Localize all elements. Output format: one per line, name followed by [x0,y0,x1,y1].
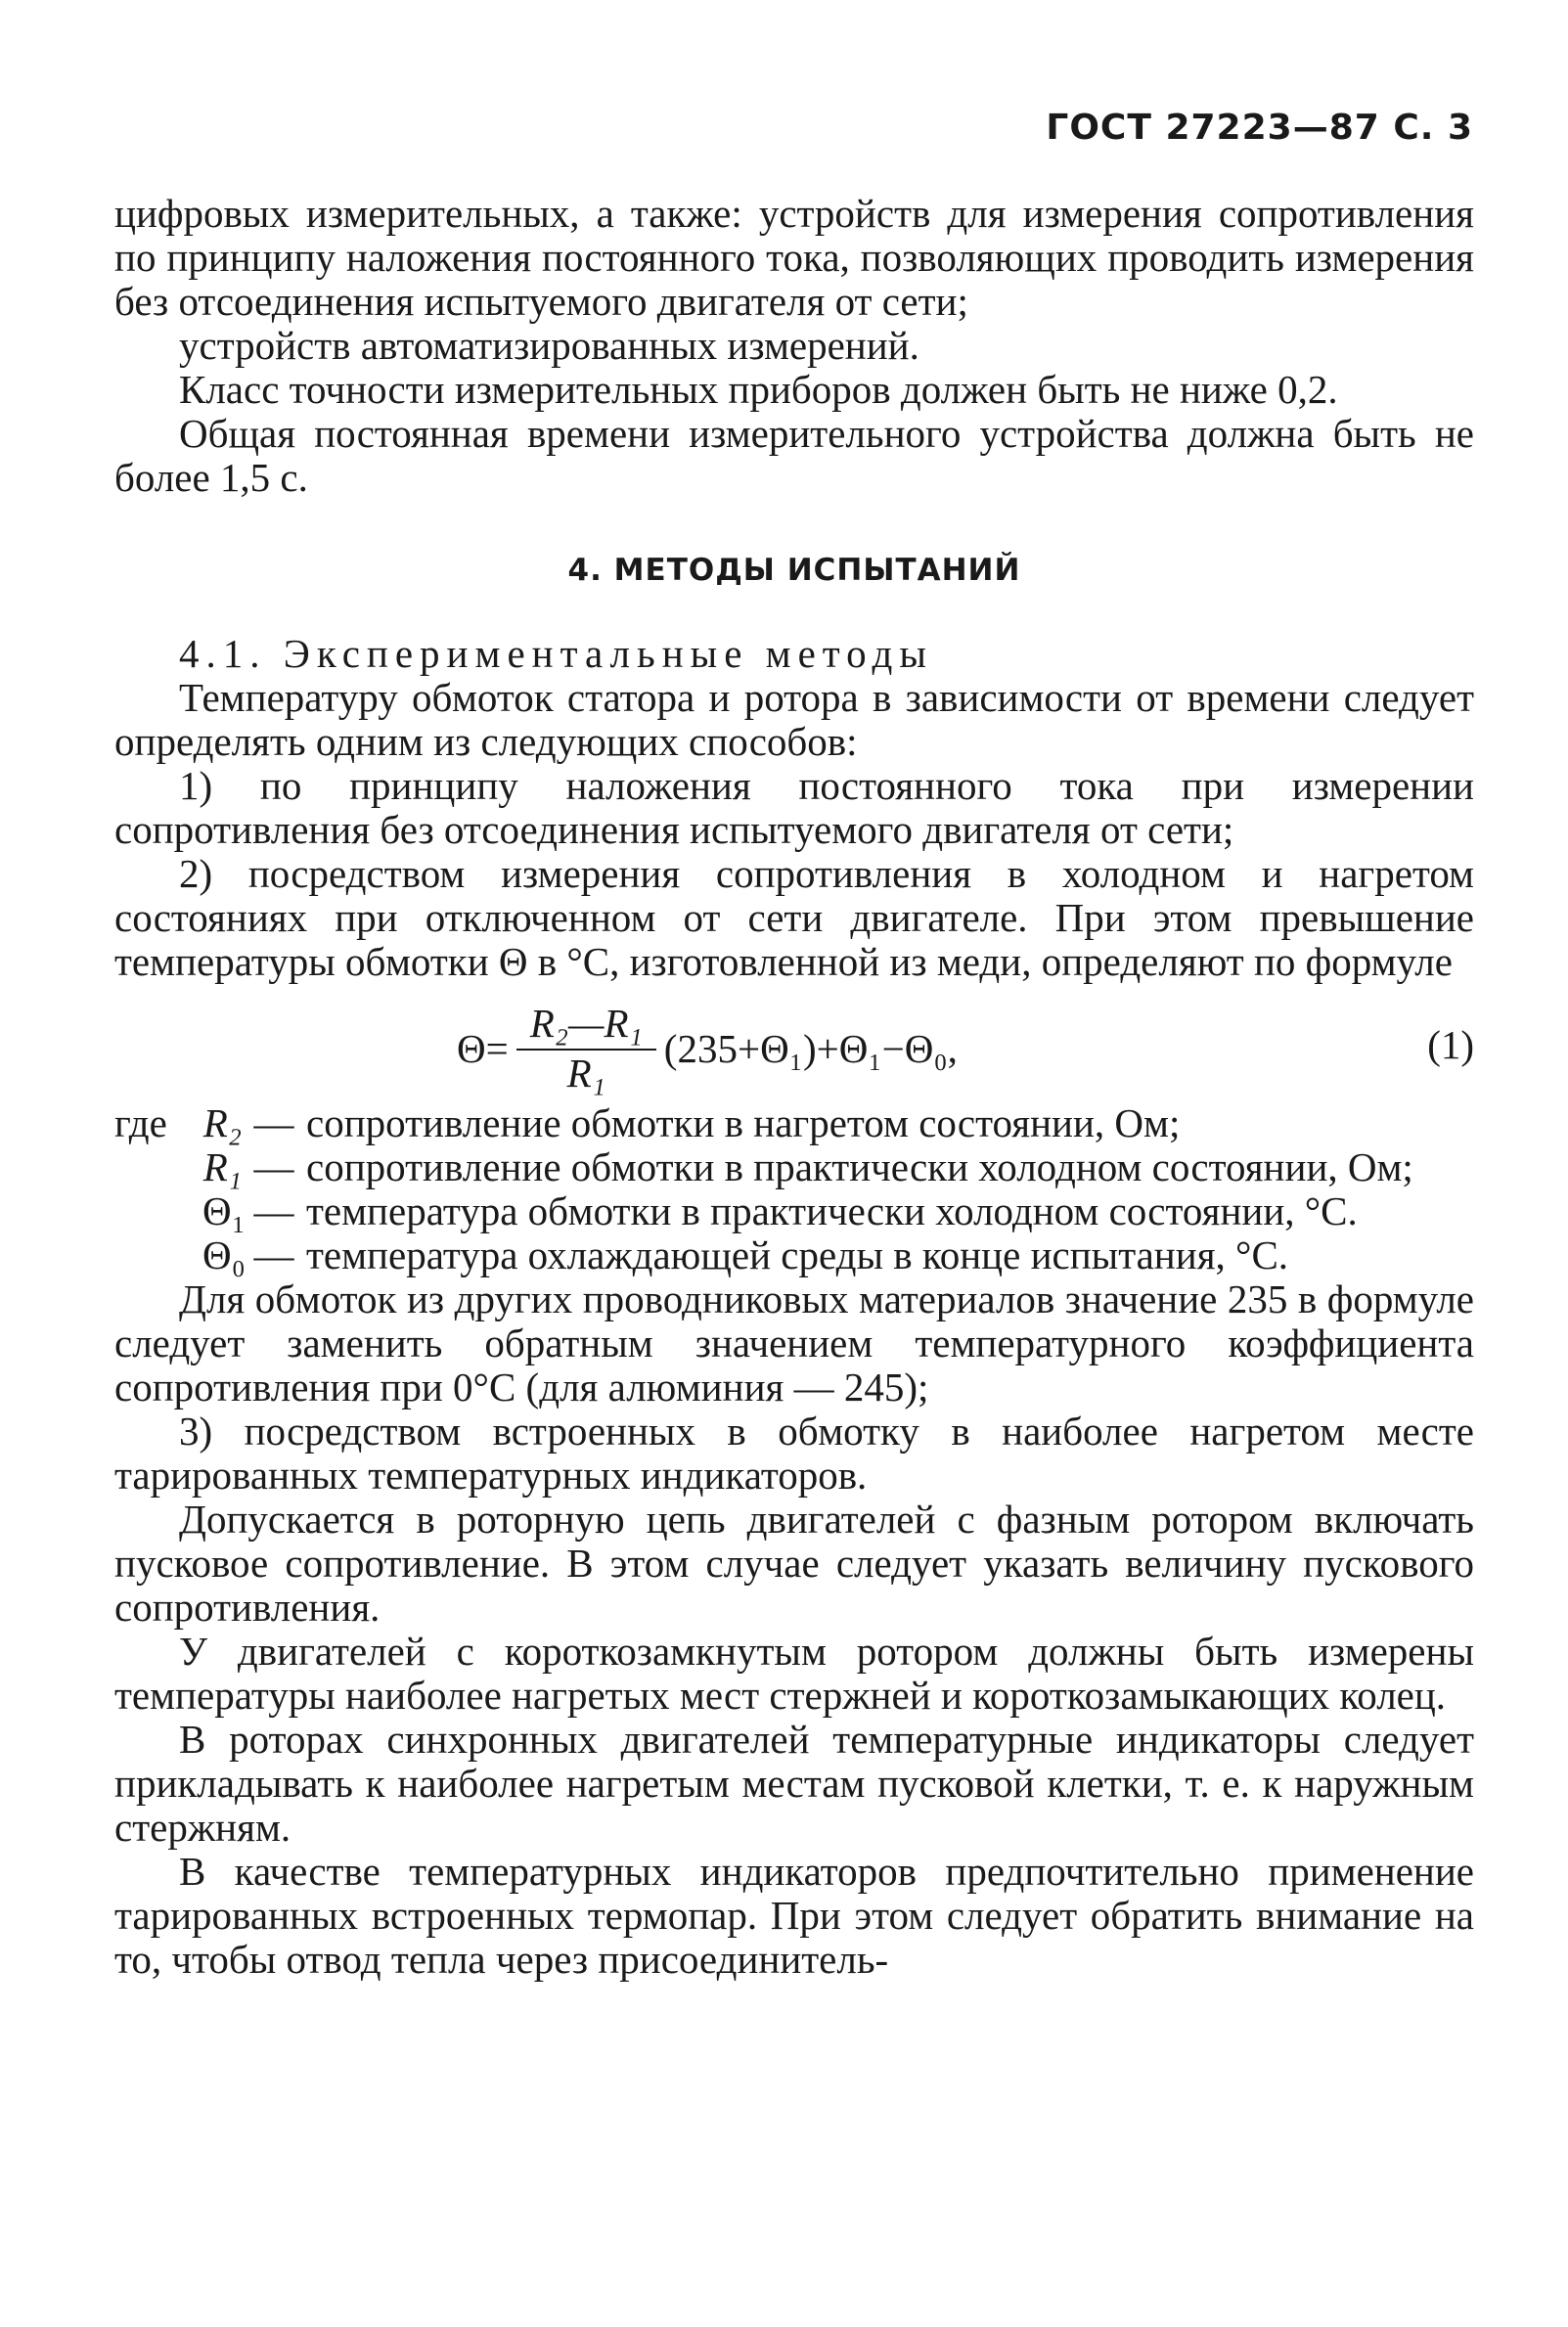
paragraph: Общая постоянная времени измерительного устройства должна быть не более 1,5 с. [114,411,1474,500]
definition-text: сопротивление обмотки в нагретом состоянии, Ом; [306,1100,1181,1145]
paragraph: Допускается в роторную цепь двигателей с фазным ротором включать пусковое сопротивление. В этом случае следует указать величину пускового сопротивления. [114,1497,1474,1630]
definitions-list [114,1101,1474,1277]
formula-block [114,994,1474,1101]
paragraph: устройств автоматизированных измерений. [179,323,919,368]
paragraph: В роторах синхронных двигателей температурные индикаторы следует прикладывать к наиболее нагретым местам пусковой клетки, т. е. к наружным стержням. [114,1717,1474,1850]
definition-text: сопротивление обмотки в практически холодном состоянии, Ом; [306,1144,1413,1189]
paragraph: У двигателей с короткозамкнутым ротором должны быть измерены температуры наиболее нагретых мест стержней и короткозамыкающих колец. [114,1629,1474,1718]
definition-dash: — [253,1100,294,1145]
definitions-lead: где [114,1100,167,1145]
formula-lhs: Θ= [457,1025,509,1071]
list-item: 1) по принципу наложения постоянного тока при измерении сопротивления без отсоединения испытуемого двигателя от сети; [114,763,1474,852]
definition-item [114,1145,1474,1189]
definition-text: температура охлаждающей среды в конце испытания, °С. [306,1232,1289,1277]
definition-item [114,1233,1474,1277]
definition-dash: — [253,1188,294,1233]
body-text [114,192,1474,1982]
list-item: 2) посредством измерения сопротивления в холодном и нагретом состояниях при отключенном от сети двигателе. При этом превышение температуры обмотки Θ в °С, изготовленной из меди, определяют по формуле [114,851,1474,984]
equation-number: (1) [1427,1022,1474,1067]
definition-symbol: Θ₁ [202,1188,246,1233]
definition-item [114,1101,1474,1145]
definition-item [114,1189,1474,1233]
running-head: ГОСТ 27223—87 С. 3 [1046,108,1473,148]
definition-dash: — [253,1144,294,1189]
paragraph: Температуру обмоток статора и ротора в зависимости от времени следует определять одним из следующих способов: [114,675,1474,764]
definition-dash: — [253,1232,294,1277]
section-heading: 4. МЕТОДЫ ИСПЫТАНИЙ [567,553,1021,588]
formula-denominator: R₁ [566,1051,605,1096]
definition-symbol: Θ₀ [202,1232,246,1277]
paragraph: цифровых измерительных, а также: устройств для измерения сопротивления по принципу наложения постоянного тока, позволяющих проводить измерения без отсоединения испытуемого двигателя от сети; [114,191,1474,324]
definition-text: температура обмотки в практически холодном состоянии, °С. [306,1188,1358,1233]
formula-numerator: R₂—R₁ [516,1002,656,1051]
definition-symbol: R₂ [202,1100,242,1145]
subsection-title: 4.1. Экспериментальные методы [179,631,933,676]
formula-fraction [516,1002,656,1096]
list-item: 3) посредством встроенных в обмотку в наиболее нагретом месте тарированных температурных индикаторов. [114,1409,1474,1498]
paragraph: Класс точности измерительных приборов должен быть не ниже 0,2. [179,367,1338,412]
formula-rhs: (235+Θ₁)+Θ₁−Θ₀, [663,1025,958,1071]
formula [457,1002,958,1096]
definition-symbol: R₁ [202,1144,242,1189]
paragraph: Для обмоток из других проводниковых материалов значение 235 в формуле следует заменить обратным значением температурного коэффициента сопротивления при 0°С (для алюминия — 245); [114,1276,1474,1410]
paragraph: В качестве температурных индикаторов предпочтительно применение тарированных встроенных термопар. При этом следует обратить внимание на то, чтобы отвод тепла через присоединитель- [114,1849,1474,1982]
